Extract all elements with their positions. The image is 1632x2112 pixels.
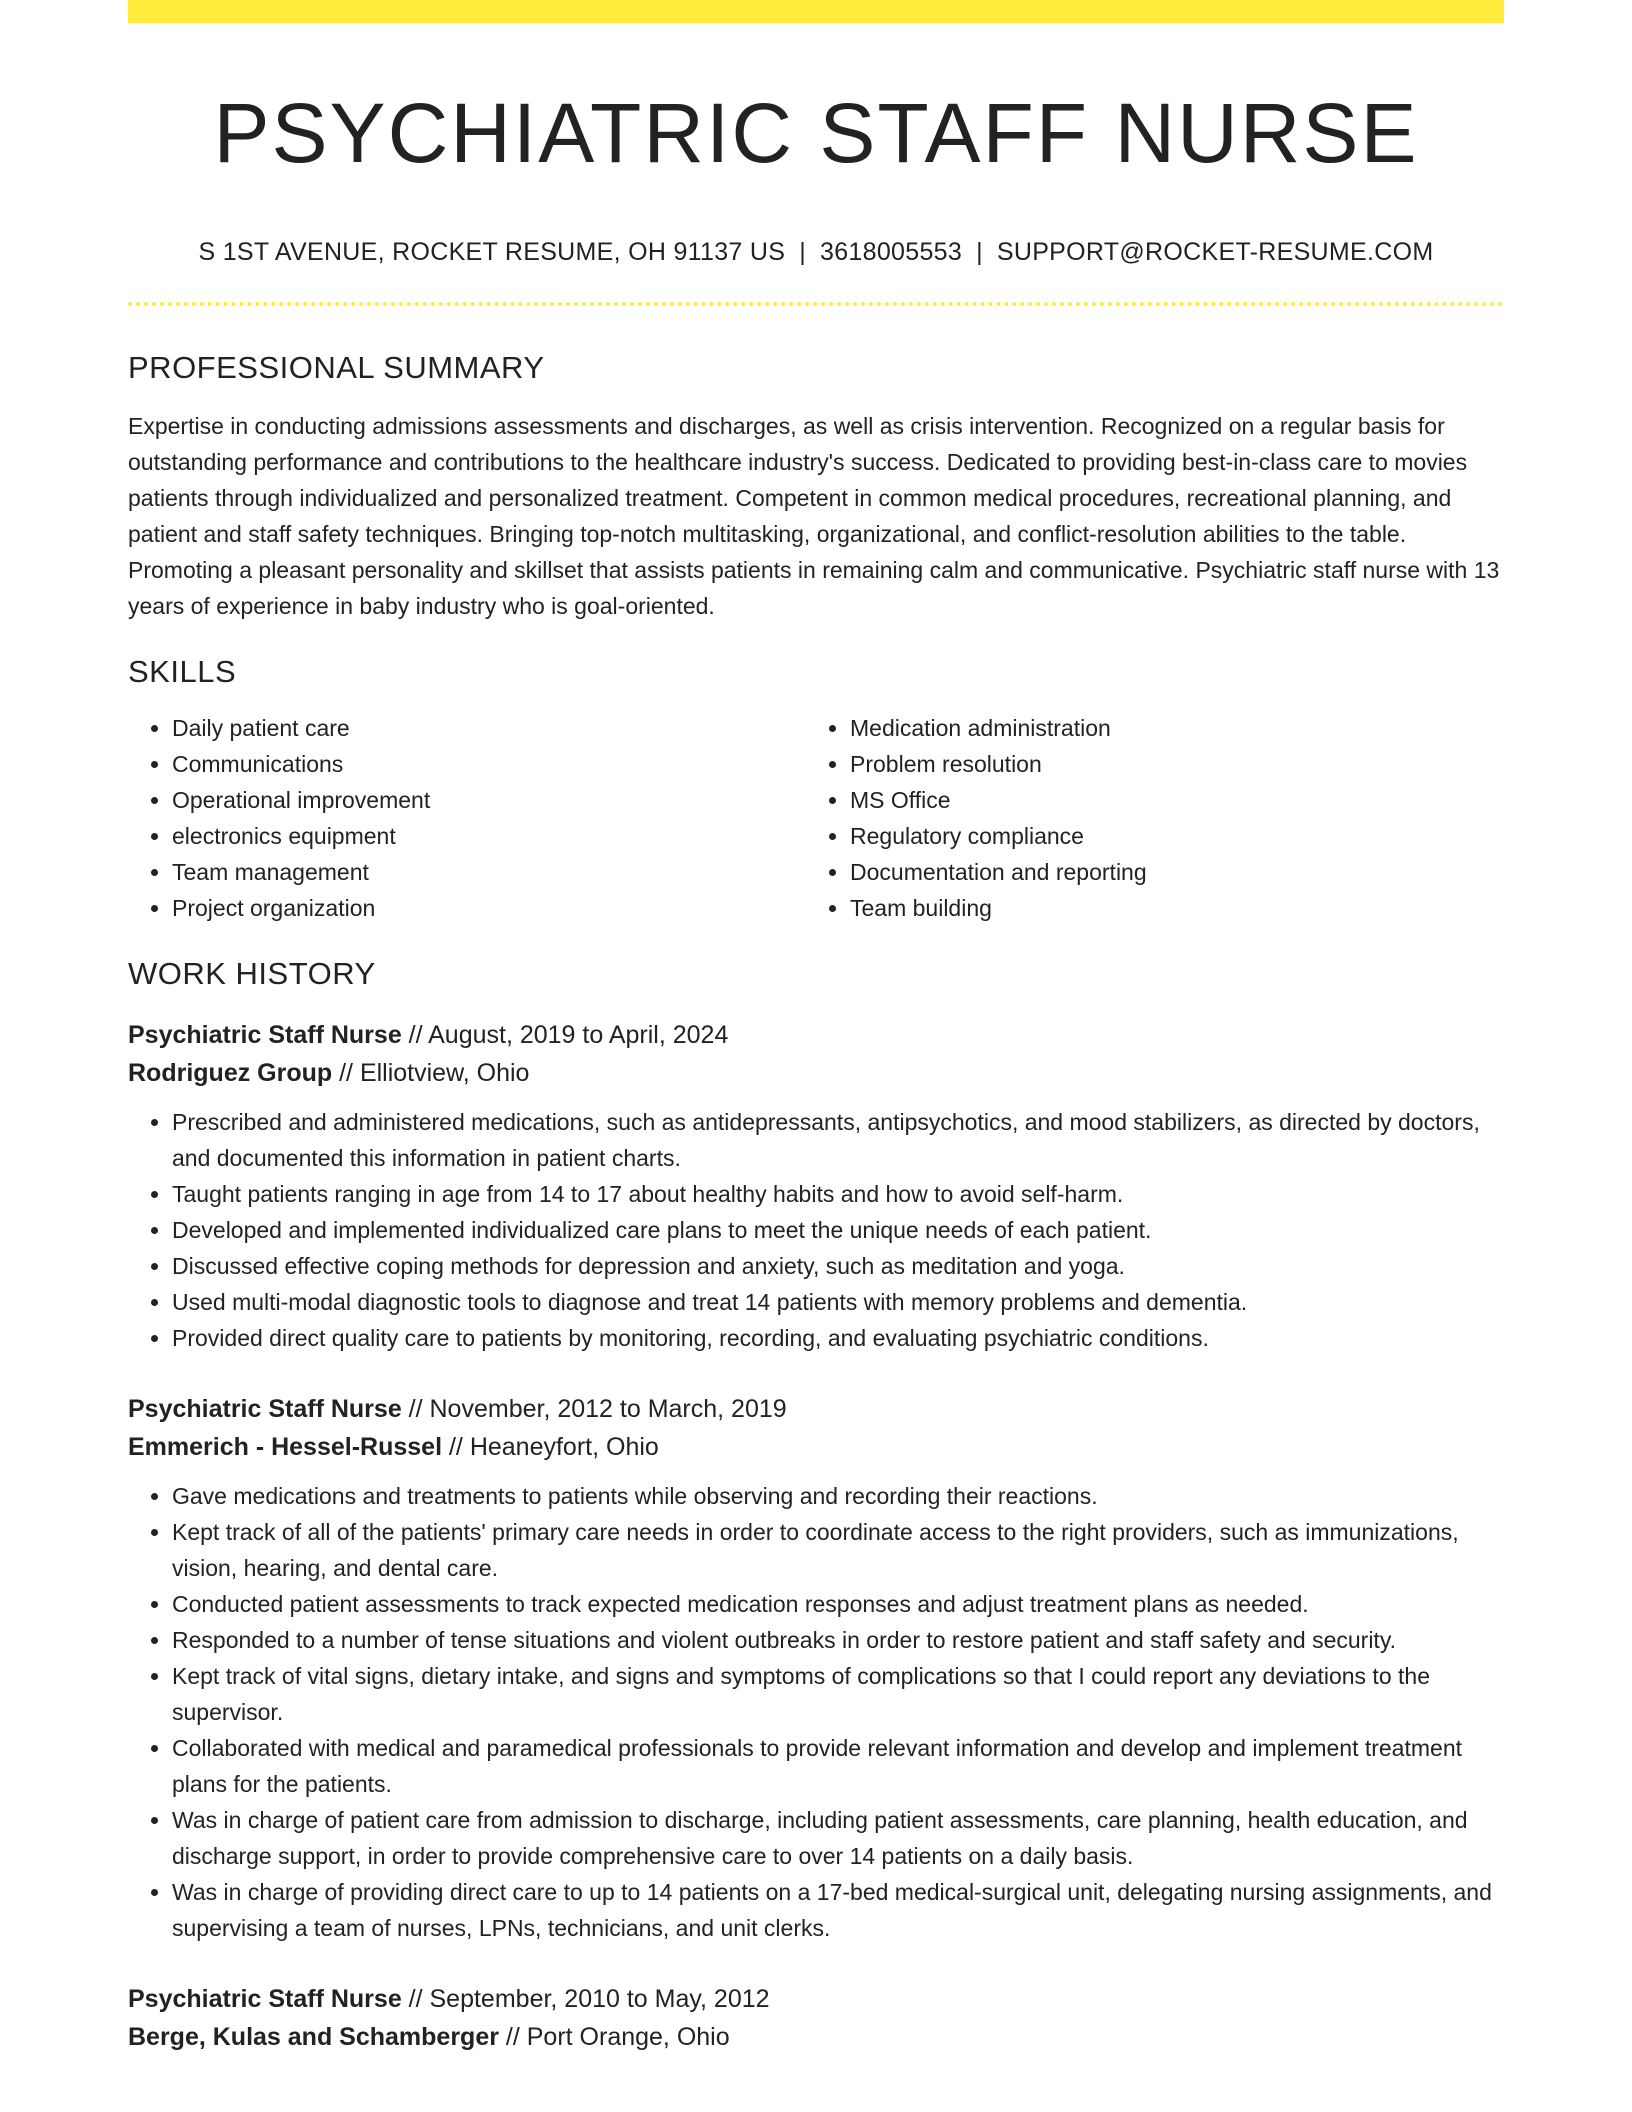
job-bullet: • Responded to a number of tense situations and violent outbreaks in order to restore patient and staff safety and security. xyxy=(172,1622,1504,1658)
job-company-line xyxy=(128,1428,1504,1466)
job-bullet: • Was in charge of patient care from admission to discharge, including patient assessments, care planning, health education, and discharge support, in order to provide comprehensive care to over 14 patients on a daily basis. xyxy=(172,1802,1504,1874)
job-location: // Port Orange, Ohio xyxy=(498,2023,730,2051)
job-dates: // November, 2012 to March, 2019 xyxy=(401,1395,787,1423)
contact-address: S 1ST AVENUE, ROCKET RESUME, OH 91137 US xyxy=(198,238,786,266)
job-bullet: • Provided direct quality care to patients by monitoring, recording, and evaluating psychiatric conditions. xyxy=(172,1320,1504,1356)
dotted-divider xyxy=(128,302,1504,306)
skills-right-list xyxy=(806,710,1484,926)
job-bullet: • Gave medications and treatments to patients while observing and recording their reactions. xyxy=(172,1478,1504,1514)
job-location: // Heaneyfort, Ohio xyxy=(442,1433,659,1461)
job-company-line xyxy=(128,2018,1504,2056)
job-bullet: • Taught patients ranging in age from 14 to 17 about healthy habits and how to avoid self-harm. xyxy=(172,1176,1504,1212)
job-company: Emmerich - Hessel-Russel xyxy=(128,1433,443,1461)
job-bullet: • Collaborated with medical and paramedical professionals to provide relevant information and develop and implement treatment plans for the patients. xyxy=(172,1730,1504,1802)
skill-item: • Project organization xyxy=(172,890,806,926)
job-bullet: • Was in charge of providing direct care to up to 14 patients on a 17-bed medical-surgical unit, delegating nursing assignments, and supervising a team of nurses, LPNs, technicians, and unit clerks. xyxy=(172,1874,1504,1946)
job-role-line xyxy=(128,1980,1504,2018)
skill-item: • Communications xyxy=(172,746,806,782)
skill-item: • Medication administration xyxy=(850,710,1484,746)
contact-separator: | xyxy=(799,238,807,266)
job-role: Psychiatric Staff Nurse xyxy=(128,1985,402,2013)
job-location: // Elliotview, Ohio xyxy=(332,1059,530,1087)
summary-text: Expertise in conducting admissions assessments and discharges, as well as crisis intervention. Recognized on a regular basis for outstanding performance and contributions to the healthcare industry's success. Dedicated to providing best-in-class care to movies patients through individualized and personalized treatment. Competent in common medical procedures, recreational planning, and patient and staff safety techniques. Bringing top-notch multitasking, organizational, and conflict-resolution abilities to the table. Promoting a pleasant personality and skillset that assists patients in remaining calm and communicative. Psychiatric staff nurse with 13 years of experience in baby industry who is goal-oriented. xyxy=(128,413,1500,619)
accent-top-bar xyxy=(128,0,1504,23)
contact-separator: | xyxy=(976,238,983,266)
contact-line xyxy=(128,237,1504,267)
skill-item: • Daily patient care xyxy=(172,710,806,746)
skill-item: • Team management xyxy=(172,854,806,890)
job-bullet: • Developed and implemented individualized care plans to meet the unique needs of each patient. xyxy=(172,1212,1504,1248)
skill-item: • electronics equipment xyxy=(172,818,806,854)
job-entry xyxy=(128,1980,1504,2056)
job-bullet: • Kept track of vital signs, dietary intake, and signs and symptoms of complications so that I could report any deviations to the supervisor. xyxy=(172,1658,1504,1730)
job-bullet: • Prescribed and administered medications, such as antidepressants, antipsychotics, and mood stabilizers, as directed by doctors, and documented this information in patient charts. xyxy=(172,1104,1504,1176)
skills-left-list xyxy=(128,710,806,926)
job-role-line xyxy=(128,1016,1504,1054)
skill-item: • Operational improvement xyxy=(172,782,806,818)
resume-name-title: PSYCHIATRIC STAFF NURSE xyxy=(213,86,1419,180)
job-role: Psychiatric Staff Nurse xyxy=(128,1395,402,1423)
resume-page xyxy=(128,0,1504,2056)
job-entry xyxy=(128,1390,1504,1946)
job-role-line xyxy=(128,1390,1504,1428)
work-history-heading: WORK HISTORY xyxy=(128,956,376,991)
skill-item: • Documentation and reporting xyxy=(850,854,1484,890)
job-company: Berge, Kulas and Schamberger xyxy=(128,2023,499,2051)
job-company-line xyxy=(128,1054,1504,1092)
skill-item: • Team building xyxy=(850,890,1484,926)
summary-heading: PROFESSIONAL SUMMARY xyxy=(128,350,545,385)
job-bullets xyxy=(128,1104,1504,1356)
skills-heading: SKILLS xyxy=(128,654,237,689)
job-dates: // August, 2019 to April, 2024 xyxy=(401,1021,729,1049)
skills-columns xyxy=(128,710,1504,926)
skill-item: • MS Office xyxy=(850,782,1484,818)
job-bullet: • Used multi-modal diagnostic tools to diagnose and treat 14 patients with memory problems and dementia. xyxy=(172,1284,1504,1320)
job-dates: // September, 2010 to May, 2012 xyxy=(401,1985,770,2013)
contact-email: SUPPORT@ROCKET-RESUME.COM xyxy=(996,238,1434,266)
job-entry xyxy=(128,1016,1504,1356)
job-bullet: • Conducted patient assessments to track expected medication responses and adjust treatment plans as needed. xyxy=(172,1586,1504,1622)
job-role: Psychiatric Staff Nurse xyxy=(128,1021,402,1049)
skill-item: • Regulatory compliance xyxy=(850,818,1484,854)
job-bullet: • Kept track of all of the patients' primary care needs in order to coordinate access to the right providers, such as immunizations, vision, hearing, and dental care. xyxy=(172,1514,1504,1586)
job-bullet: • Discussed effective coping methods for depression and anxiety, such as meditation and yoga. xyxy=(172,1248,1504,1284)
job-bullets xyxy=(128,1478,1504,1946)
skill-item: • Problem resolution xyxy=(850,746,1484,782)
job-company: Rodriguez Group xyxy=(128,1059,333,1087)
contact-phone: 3618005553 xyxy=(820,238,963,266)
